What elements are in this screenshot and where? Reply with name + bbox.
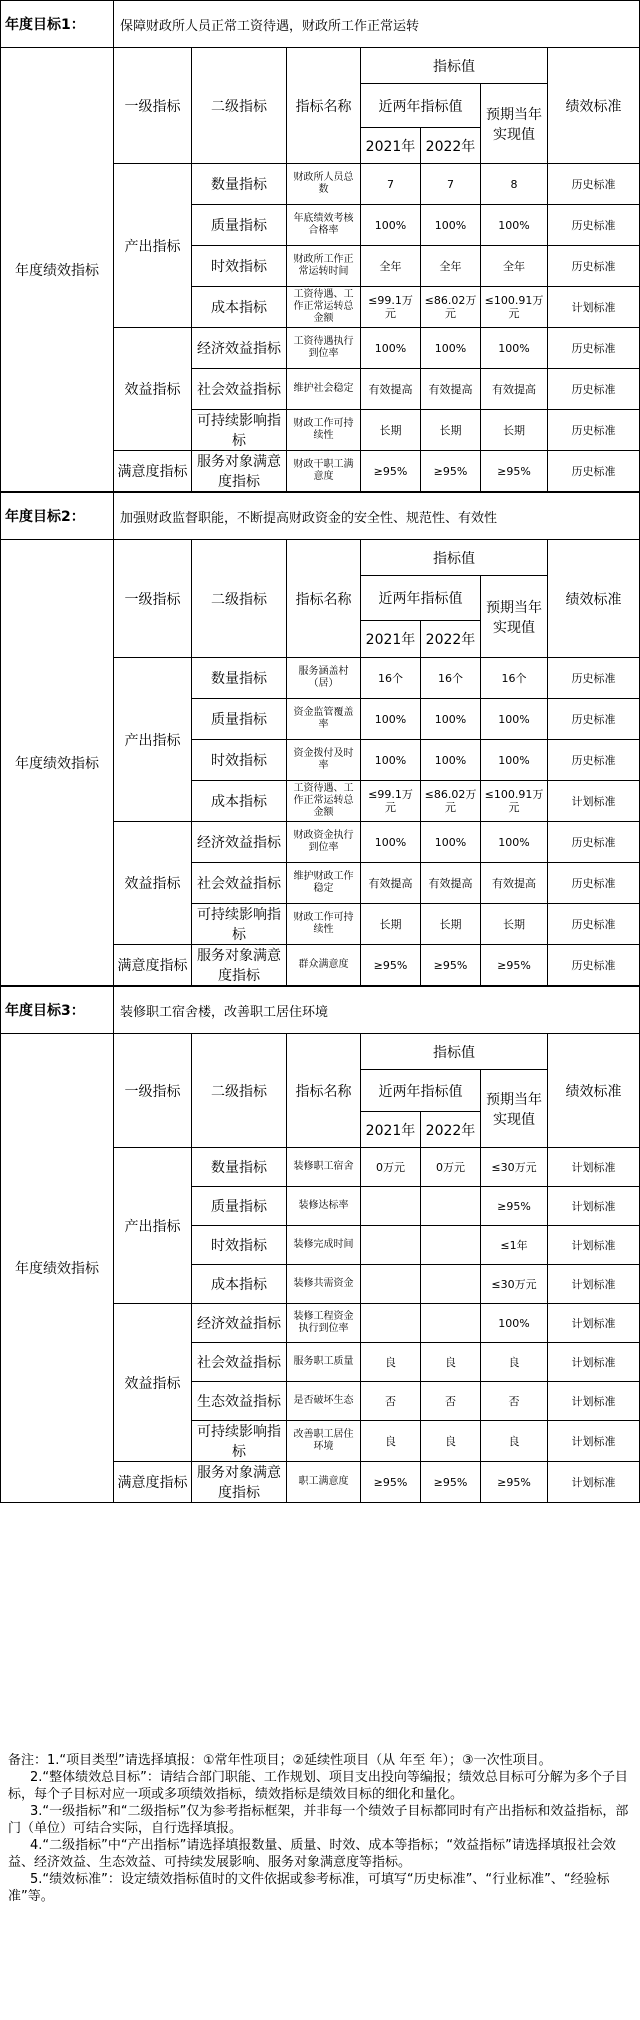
v2021-cell: ≤99.1万元 <box>361 287 421 328</box>
standard-cell: 计划标准 <box>548 1226 640 1265</box>
col-level1: 一级指标 <box>114 540 192 658</box>
expected-cell: 全年 <box>481 246 548 287</box>
v2021-cell: 100% <box>361 328 421 369</box>
indicator-name-cell: 财政工作可持续性 <box>287 904 361 945</box>
v2022-cell: 0万元 <box>421 1148 481 1187</box>
level2-cell: 经济效益指标 <box>192 328 287 369</box>
level2-cell: 社会效益指标 <box>192 369 287 410</box>
expected-cell: 有效提高 <box>481 369 548 410</box>
expected-cell: 否 <box>481 1382 548 1421</box>
indicator-name-cell: 财政所工作正常运转时间 <box>287 246 361 287</box>
expected-cell: 有效提高 <box>481 863 548 904</box>
v2022-cell: 100% <box>421 205 481 246</box>
col-2022: 2022年 <box>421 1112 481 1148</box>
indicator-name-cell: 财政干职工满意度 <box>287 451 361 492</box>
v2021-cell: ≥95% <box>361 945 421 986</box>
indicator-name-cell: 财政资金执行到位率 <box>287 822 361 863</box>
col-name: 指标名称 <box>287 1034 361 1148</box>
expected-cell: ≥95% <box>481 1187 548 1226</box>
standard-cell: 历史标准 <box>548 740 640 781</box>
expected-cell: ≥95% <box>481 1462 548 1503</box>
level2-cell: 质量指标 <box>192 699 287 740</box>
v2021-cell: 否 <box>361 1382 421 1421</box>
v2022-cell: ≥95% <box>421 451 481 492</box>
level2-cell: 数量指标 <box>192 164 287 205</box>
level2-cell: 可持续影响指标 <box>192 410 287 451</box>
v2021-cell: ≥95% <box>361 451 421 492</box>
expected-cell: 100% <box>481 1304 548 1343</box>
expected-cell: 16个 <box>481 658 548 699</box>
expected-cell: 100% <box>481 699 548 740</box>
goal-label: 年度目标2： <box>1 493 114 540</box>
standard-cell: 历史标准 <box>548 451 640 492</box>
expected-cell: 8 <box>481 164 548 205</box>
level2-cell: 服务对象满意度指标 <box>192 1462 287 1503</box>
expected-cell: ≤100.91万元 <box>481 781 548 822</box>
standard-cell: 计划标准 <box>548 781 640 822</box>
expected-cell: ≤100.91万元 <box>481 287 548 328</box>
v2021-cell <box>361 1226 421 1265</box>
level1-cell: 产出指标 <box>114 658 192 822</box>
expected-cell: 长期 <box>481 904 548 945</box>
standard-cell: 计划标准 <box>548 1421 640 1462</box>
standard-cell: 历史标准 <box>548 246 640 287</box>
v2021-cell: 100% <box>361 822 421 863</box>
v2022-cell: 16个 <box>421 658 481 699</box>
col-2021: 2021年 <box>361 128 421 164</box>
col-value: 指标值 <box>361 1034 548 1070</box>
standard-cell: 计划标准 <box>548 1265 640 1304</box>
note-4: 4.“二级指标”中“产出指标”请选择填报数量、质量、时效、成本等指标；“效益指标”请选择填报社会效益、经济效益、生态效益、可持续发展影响、服务对象满意度等指标。 <box>8 1838 616 1870</box>
col-2022: 2022年 <box>421 621 481 658</box>
level2-cell: 服务对象满意度指标 <box>192 945 287 986</box>
standard-cell: 历史标准 <box>548 369 640 410</box>
standard-cell: 计划标准 <box>548 1462 640 1503</box>
standard-cell: 历史标准 <box>548 205 640 246</box>
level1-cell: 满意度指标 <box>114 1462 192 1503</box>
level2-cell: 可持续影响指标 <box>192 904 287 945</box>
indicator-name-cell: 资金拨付及时率 <box>287 740 361 781</box>
level2-cell: 服务对象满意度指标 <box>192 451 287 492</box>
v2021-cell: 良 <box>361 1421 421 1462</box>
col-expected: 预期当年实现值 <box>481 1070 548 1148</box>
level2-cell: 数量指标 <box>192 658 287 699</box>
level2-cell: 可持续影响指标 <box>192 1421 287 1462</box>
expected-cell: 100% <box>481 328 548 369</box>
note-5: 5.“绩效标准”：设定绩效指标值时的文件依据或参考标准，可填写“历史标准”、“行业标准”、“经验标准”等。 <box>8 1872 610 1904</box>
v2021-cell: 有效提高 <box>361 369 421 410</box>
col-level1: 一级指标 <box>114 48 192 164</box>
indicator-name-cell: 服务职工质量 <box>287 1343 361 1382</box>
col-2021: 2021年 <box>361 1112 421 1148</box>
level1-cell: 满意度指标 <box>114 451 192 492</box>
row-label: 年度绩效指标 <box>1 540 114 986</box>
v2021-cell: 长期 <box>361 904 421 945</box>
expected-cell: ≤1年 <box>481 1226 548 1265</box>
indicator-name-cell: 改善职工居住环境 <box>287 1421 361 1462</box>
v2021-cell: 全年 <box>361 246 421 287</box>
standard-cell: 历史标准 <box>548 822 640 863</box>
level2-cell: 社会效益指标 <box>192 1343 287 1382</box>
v2022-cell: 100% <box>421 328 481 369</box>
note-1: 备注：1.“项目类型”请选择填报：①常年性项目；②延续性项目（从 年至 年）；③一次性项目。 <box>8 1753 552 1768</box>
v2021-cell <box>361 1304 421 1343</box>
indicator-name-cell: 装修职工宿舍 <box>287 1148 361 1187</box>
standard-cell: 计划标准 <box>548 287 640 328</box>
indicator-name-cell: 服务涵盖村（居） <box>287 658 361 699</box>
level2-cell: 生态效益指标 <box>192 1382 287 1421</box>
col-name: 指标名称 <box>287 48 361 164</box>
standard-cell: 计划标准 <box>548 1343 640 1382</box>
goal-text: 装修职工宿舍楼，改善职工居住环境 <box>114 987 640 1034</box>
indicator-name-cell: 财政工作可持续性 <box>287 410 361 451</box>
indicator-name-cell: 维护社会稳定 <box>287 369 361 410</box>
indicator-name-cell: 职工满意度 <box>287 1462 361 1503</box>
v2021-cell: 16个 <box>361 658 421 699</box>
level2-cell: 数量指标 <box>192 1148 287 1187</box>
indicator-name-cell: 资金监管覆盖率 <box>287 699 361 740</box>
v2022-cell: 100% <box>421 740 481 781</box>
standard-cell: 历史标准 <box>548 699 640 740</box>
col-2021: 2021年 <box>361 621 421 658</box>
v2022-cell: ≥95% <box>421 1462 481 1503</box>
level1-cell: 效益指标 <box>114 1304 192 1462</box>
level1-cell: 效益指标 <box>114 328 192 451</box>
expected-cell: 良 <box>481 1421 548 1462</box>
expected-cell: ≥95% <box>481 451 548 492</box>
v2021-cell: 良 <box>361 1343 421 1382</box>
goal-text: 保障财政所人员正常工资待遇，财政所工作正常运转 <box>114 1 640 48</box>
expected-cell: 良 <box>481 1343 548 1382</box>
expected-cell: 100% <box>481 822 548 863</box>
goal-table-2 <box>0 492 640 986</box>
v2021-cell: 100% <box>361 699 421 740</box>
level2-cell: 经济效益指标 <box>192 822 287 863</box>
v2022-cell: ≤86.02万元 <box>421 287 481 328</box>
indicator-name-cell: 装修共需资金 <box>287 1265 361 1304</box>
goal-table-1 <box>0 0 640 492</box>
standard-cell: 计划标准 <box>548 1148 640 1187</box>
col-2022: 2022年 <box>421 128 481 164</box>
goal-label: 年度目标1： <box>1 1 114 48</box>
col-value: 指标值 <box>361 540 548 576</box>
indicator-name-cell: 是否破坏生态 <box>287 1382 361 1421</box>
standard-cell: 历史标准 <box>548 658 640 699</box>
v2021-cell <box>361 1265 421 1304</box>
note-3: 3.“一级指标”和“二级指标”仅为参考指标框架，并非每一个绩效子目标都同时有产出指标和效益指标，部门（单位）可结合实际，自行选择填报。 <box>8 1804 629 1836</box>
v2021-cell: 100% <box>361 205 421 246</box>
v2022-cell: 良 <box>421 1343 481 1382</box>
standard-cell: 历史标准 <box>548 904 640 945</box>
col-expected: 预期当年实现值 <box>481 84 548 164</box>
v2021-cell: 100% <box>361 740 421 781</box>
expected-cell: ≤30万元 <box>481 1265 548 1304</box>
col-level2: 二级指标 <box>192 48 287 164</box>
standard-cell: 历史标准 <box>548 164 640 205</box>
col-name: 指标名称 <box>287 540 361 658</box>
v2022-cell: 长期 <box>421 410 481 451</box>
col-standard: 绩效标准 <box>548 48 640 164</box>
level1-cell: 产出指标 <box>114 164 192 328</box>
v2022-cell: ≥95% <box>421 945 481 986</box>
v2022-cell <box>421 1265 481 1304</box>
row-label: 年度绩效指标 <box>1 48 114 492</box>
indicator-name-cell: 维护财政工作稳定 <box>287 863 361 904</box>
level2-cell: 经济效益指标 <box>192 1304 287 1343</box>
level2-cell: 成本指标 <box>192 287 287 328</box>
indicator-name-cell: 年底绩效考核合格率 <box>287 205 361 246</box>
level2-cell: 时效指标 <box>192 740 287 781</box>
col-level2: 二级指标 <box>192 540 287 658</box>
indicator-name-cell: 财政所人员总数 <box>287 164 361 205</box>
col-level1: 一级指标 <box>114 1034 192 1148</box>
level2-cell: 质量指标 <box>192 205 287 246</box>
v2022-cell: 100% <box>421 822 481 863</box>
expected-cell: ≤30万元 <box>481 1148 548 1187</box>
v2022-cell: 长期 <box>421 904 481 945</box>
standard-cell: 计划标准 <box>548 1304 640 1343</box>
goal-table-3 <box>0 986 640 1503</box>
v2021-cell: 长期 <box>361 410 421 451</box>
v2021-cell: ≥95% <box>361 1462 421 1503</box>
level2-cell: 时效指标 <box>192 1226 287 1265</box>
expected-cell: ≥95% <box>481 945 548 986</box>
expected-cell: 100% <box>481 740 548 781</box>
v2022-cell: 7 <box>421 164 481 205</box>
notes <box>8 1752 633 1905</box>
standard-cell: 计划标准 <box>548 1187 640 1226</box>
v2022-cell <box>421 1187 481 1226</box>
goal-text: 加强财政监督职能，不断提高财政资金的安全性、规范性、有效性 <box>114 493 640 540</box>
v2022-cell: 100% <box>421 699 481 740</box>
col-recent: 近两年指标值 <box>361 1070 481 1112</box>
goal-label: 年度目标3： <box>1 987 114 1034</box>
indicator-name-cell: 装修工程资金执行到位率 <box>287 1304 361 1343</box>
indicator-name-cell: 工资待遇、工作正常运转总金额 <box>287 781 361 822</box>
v2022-cell: 良 <box>421 1421 481 1462</box>
v2021-cell: 0万元 <box>361 1148 421 1187</box>
level2-cell: 成本指标 <box>192 781 287 822</box>
level1-cell: 满意度指标 <box>114 945 192 986</box>
col-recent: 近两年指标值 <box>361 84 481 128</box>
col-standard: 绩效标准 <box>548 1034 640 1148</box>
note-2: 2.“整体绩效总目标”：请结合部门职能、工作规划、项目支出投向等编报；绩效总目标可分解为多个子目标，每个子目标对应一项或多项绩效指标，绩效指标是绩效目标的细化和量化。 <box>8 1770 628 1802</box>
level1-cell: 效益指标 <box>114 822 192 945</box>
v2022-cell: ≤86.02万元 <box>421 781 481 822</box>
row-label: 年度绩效指标 <box>1 1034 114 1503</box>
level2-cell: 成本指标 <box>192 1265 287 1304</box>
v2021-cell: 7 <box>361 164 421 205</box>
indicator-name-cell: 装修达标率 <box>287 1187 361 1226</box>
v2022-cell: 有效提高 <box>421 369 481 410</box>
indicator-name-cell: 工资待遇、工作正常运转总金额 <box>287 287 361 328</box>
col-recent: 近两年指标值 <box>361 576 481 621</box>
indicator-name-cell: 装修完成时间 <box>287 1226 361 1265</box>
col-standard: 绩效标准 <box>548 540 640 658</box>
v2021-cell: ≤99.1万元 <box>361 781 421 822</box>
v2022-cell <box>421 1226 481 1265</box>
level1-cell: 产出指标 <box>114 1148 192 1304</box>
col-level2: 二级指标 <box>192 1034 287 1148</box>
v2022-cell <box>421 1304 481 1343</box>
v2022-cell: 否 <box>421 1382 481 1421</box>
level2-cell: 时效指标 <box>192 246 287 287</box>
indicator-name-cell: 群众满意度 <box>287 945 361 986</box>
v2022-cell: 有效提高 <box>421 863 481 904</box>
level2-cell: 质量指标 <box>192 1187 287 1226</box>
standard-cell: 历史标准 <box>548 863 640 904</box>
col-value: 指标值 <box>361 48 548 84</box>
standard-cell: 计划标准 <box>548 1382 640 1421</box>
standard-cell: 历史标准 <box>548 410 640 451</box>
v2021-cell <box>361 1187 421 1226</box>
indicator-name-cell: 工资待遇执行到位率 <box>287 328 361 369</box>
expected-cell: 长期 <box>481 410 548 451</box>
standard-cell: 历史标准 <box>548 945 640 986</box>
v2021-cell: 有效提高 <box>361 863 421 904</box>
standard-cell: 历史标准 <box>548 328 640 369</box>
v2022-cell: 全年 <box>421 246 481 287</box>
expected-cell: 100% <box>481 205 548 246</box>
col-expected: 预期当年实现值 <box>481 576 548 658</box>
level2-cell: 社会效益指标 <box>192 863 287 904</box>
